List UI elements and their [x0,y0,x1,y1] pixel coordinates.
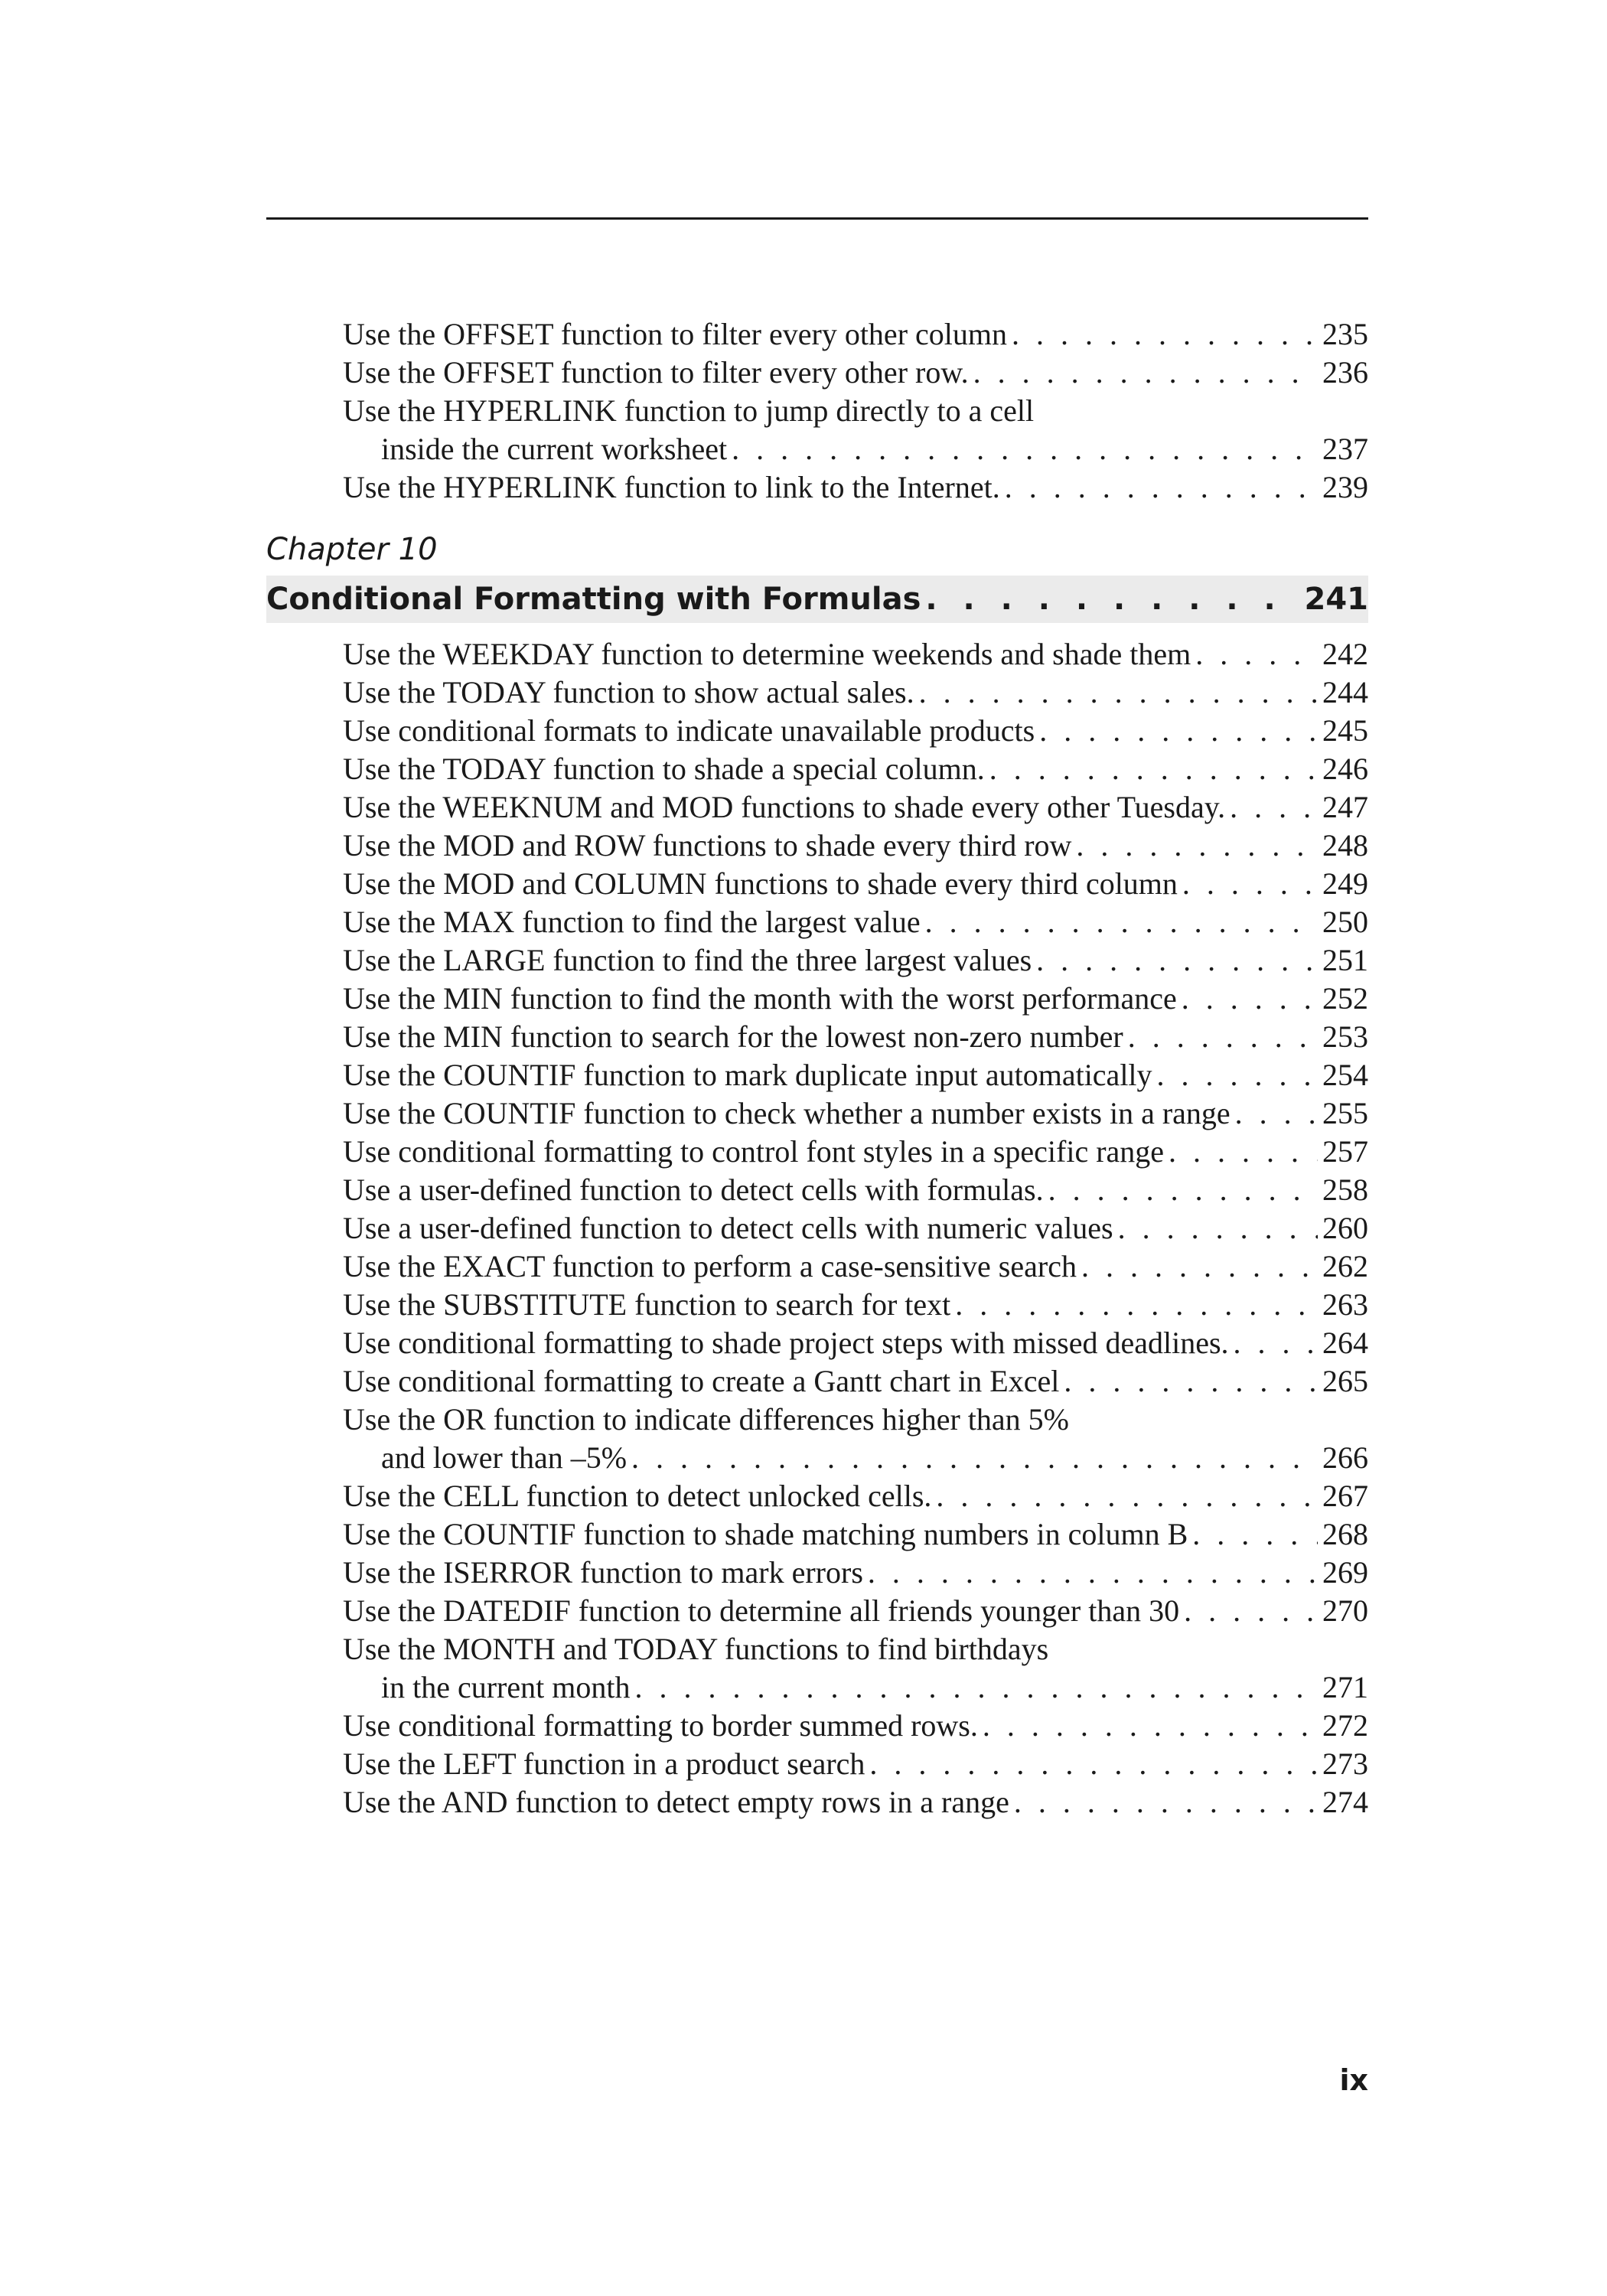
toc-page-number: 244 [1322,675,1368,709]
toc-entry-text: Use the OFFSET function to filter every other column [343,317,1007,351]
leader-dots [1039,712,1318,750]
toc-entry-line [343,1133,1368,1171]
toc-page-number: 268 [1322,1517,1368,1551]
toc-page-number: 258 [1322,1172,1368,1207]
toc-entry[interactable] [343,1133,1368,1171]
toc-entry-text: Use the MONTH and TODAY functions to find birthdays [343,1632,1049,1666]
toc-entry[interactable] [343,1515,1368,1554]
leader-dots [989,750,1318,788]
leader-dots [631,1439,1318,1477]
toc-entry-text: Use conditional formatting to shade project steps with missed deadlines. [343,1326,1229,1360]
leader-dots [1118,1209,1318,1247]
toc-entry-text: Use conditional formatting to border summed rows. [343,1708,978,1743]
toc-entry-line [343,750,1368,788]
toc-entry[interactable] [343,468,1368,507]
toc-entry-text: Use the COUNTIF function to check whether a number exists in a range [343,1096,1231,1130]
toc-entry-text: Use the WEEKDAY function to determine weekends and shade them [343,637,1191,671]
toc-entry-text: Use the MOD and ROW functions to shade every third row [343,828,1072,863]
toc-entry-text: Use the DATEDIF function to determine all friends younger than 30 [343,1593,1180,1628]
leader-dots [1036,941,1318,980]
toc-entry-text: Use the COUNTIF function to shade matching numbers in column B [343,1517,1188,1551]
toc-entry-text: Use the SUBSTITUTE function to search for text [343,1287,951,1322]
toc-page-number: 237 [1322,432,1368,466]
leader-dots [919,673,1318,712]
toc-page-number: 260 [1322,1211,1368,1245]
toc-entry-text: Use the CELL function to detect unlocked cells. [343,1479,932,1513]
leader-dots [1048,1171,1318,1209]
leader-dots [925,582,1299,617]
toc-entry-line [343,827,1368,865]
chapter-label: Chapter 10 [266,532,438,567]
toc-entry-text: Use the MOD and COLUMN functions to shade every third column [343,866,1178,901]
toc-entry[interactable] [343,315,1368,354]
toc-entry[interactable] [343,903,1368,941]
toc-entry-line [343,1707,1368,1745]
toc-entry-text: Use the MIN function to find the month with the worst performance [343,981,1177,1016]
toc-entry[interactable] [343,750,1368,788]
toc-entry-text: inside the current worksheet [381,432,728,466]
toc-entry-text: Use a user-defined function to detect cells with numeric values [343,1211,1113,1245]
toc-entry-line [343,392,1368,430]
toc-entry-continuation [343,430,1368,468]
toc-page-number: 253 [1322,1019,1368,1054]
toc-entry[interactable] [343,1707,1368,1745]
leader-dots [1014,1783,1318,1821]
toc-entry-text: Use the AND function to detect empty rows in a range [343,1785,1009,1819]
toc-entry[interactable] [343,673,1368,712]
toc-page-number: 270 [1322,1593,1368,1628]
toc-entry[interactable] [343,941,1368,980]
leader-dots [1184,1592,1318,1630]
toc-page-number: 254 [1322,1058,1368,1092]
toc-entry[interactable] [343,354,1368,392]
toc-entry[interactable] [343,1362,1368,1401]
toc-page-number: 263 [1322,1287,1368,1322]
toc-page-number: 245 [1322,713,1368,748]
toc-entry-line [343,980,1368,1018]
toc-entry[interactable] [343,827,1368,865]
toc-entry-line [343,1018,1368,1056]
leader-dots [1005,468,1318,507]
toc-page-number: 273 [1322,1746,1368,1781]
chapter-title-text: Conditional Formatting with Formulas [266,582,921,617]
leader-dots [868,1554,1318,1592]
toc-page-number: 269 [1322,1555,1368,1590]
leader-dots [1157,1056,1318,1094]
toc-entry-line [343,1171,1368,1209]
leader-dots [1182,980,1318,1018]
toc-entry-continuation [343,1668,1368,1707]
leader-dots [634,1668,1318,1707]
toc-entry-line [343,315,1368,354]
toc-page-number: 257 [1322,1134,1368,1169]
toc-entry[interactable] [343,1745,1368,1783]
toc-page-number: 264 [1322,1326,1368,1360]
toc-entry-line [343,1515,1368,1554]
toc-entry-text: Use conditional formatting to control font styles in a specific range [343,1134,1165,1169]
leader-dots [1076,827,1318,865]
toc-entry-line [343,865,1368,903]
toc-entry-text: Use the MIN function to search for the lowest non-zero number [343,1019,1123,1054]
toc-entry-line [343,1056,1368,1094]
toc-page-number: 251 [1322,943,1368,977]
leader-dots [1081,1247,1318,1286]
toc-entry-text: Use the HYPERLINK function to link to the Internet. [343,470,1000,504]
toc-entry-text: Use conditional formatting to create a Gantt chart in Excel [343,1364,1060,1398]
toc-entry[interactable] [343,635,1368,673]
header-rule [266,217,1368,220]
toc-page-number: 248 [1322,828,1368,863]
toc-page-number: 252 [1322,981,1368,1016]
chapter-title [266,576,1368,623]
leader-dots [1012,315,1318,354]
toc-entry-text: Use the ISERROR function to mark errors [343,1555,863,1590]
toc-entry-text: Use the LARGE function to find the three largest values [343,943,1032,977]
toc-page-number: 262 [1322,1249,1368,1283]
toc-entry[interactable] [343,1171,1368,1209]
toc-page-number: 247 [1322,790,1368,824]
leader-dots [936,1477,1318,1515]
leader-dots [1064,1362,1318,1401]
toc-entry[interactable] [343,1592,1368,1630]
toc-entry-text: Use the MAX function to find the largest value [343,905,921,939]
toc-entry-text: Use the TODAY function to show actual sales. [343,675,914,709]
toc-entry-line [343,941,1368,980]
leader-dots [1182,865,1318,903]
toc-page-number: 250 [1322,905,1368,939]
leader-dots [869,1745,1318,1783]
toc-entry-text: Use the OR function to indicate differences higher than 5% [343,1402,1069,1437]
leader-dots [1235,1094,1318,1133]
toc-entry-line [343,1324,1368,1362]
leader-dots [973,354,1318,392]
chapter-page-number: 241 [1304,582,1368,617]
toc-page-number: 266 [1322,1440,1368,1475]
toc-entry[interactable] [343,1401,1368,1477]
leader-dots [1234,1324,1318,1362]
toc-entry-text: Use the HYPERLINK function to jump directly to a cell [343,393,1035,428]
toc-page-number: 249 [1322,866,1368,901]
leader-dots [1195,635,1318,673]
toc-entry-line [343,1286,1368,1324]
toc-entry-line [343,712,1368,750]
toc-entry[interactable] [343,980,1368,1018]
toc-entry-line [343,1362,1368,1401]
toc-entry[interactable] [343,1247,1368,1286]
toc-page-number: 236 [1322,355,1368,390]
toc-entry-line [343,354,1368,392]
toc-entry-line [343,1554,1368,1592]
toc-entry-line [343,1630,1368,1668]
toc-entry-line [343,1745,1368,1783]
toc-entry[interactable] [343,1018,1368,1056]
toc-entry-text: Use a user-defined function to detect cells with formulas. [343,1172,1044,1207]
toc-page-number: 272 [1322,1708,1368,1743]
toc-entry-line [343,1592,1368,1630]
toc-page-number: 242 [1322,637,1368,671]
toc-entry[interactable] [343,1324,1368,1362]
toc-entry[interactable] [343,1477,1368,1515]
leader-dots [983,1707,1318,1745]
toc-page-number: 239 [1322,470,1368,504]
toc-entry-line [343,468,1368,507]
toc-page-number: 246 [1322,752,1368,786]
toc-entry-text: and lower than –5% [381,1440,627,1475]
toc-entry[interactable] [343,712,1368,750]
toc-entry[interactable] [343,392,1368,468]
toc-entry[interactable] [343,1783,1368,1821]
toc-entry-text: Use the COUNTIF function to mark duplicate input automatically [343,1058,1152,1092]
page-folio: ix [1339,2063,1368,2097]
toc-entry-text: Use the EXACT function to perform a case-sensitive search [343,1249,1077,1283]
toc-entry-line [343,1209,1368,1247]
toc-page-number: 271 [1322,1670,1368,1704]
toc-entry[interactable] [343,865,1368,903]
leader-dots [1192,1515,1318,1554]
toc-entry-line [343,903,1368,941]
toc-entry[interactable] [343,1094,1368,1133]
toc-page-number: 274 [1322,1785,1368,1819]
toc-entry-text: in the current month [381,1670,631,1704]
toc-entry-continuation [343,1439,1368,1477]
toc-entry[interactable] [343,1286,1368,1324]
toc-page-number: 255 [1322,1096,1368,1130]
toc-page-number: 235 [1322,317,1368,351]
toc-entry-text: Use conditional formats to indicate unavailable products [343,713,1035,748]
leader-dots [1230,788,1318,827]
toc-entry-line [343,673,1368,712]
toc-entry-line [343,1783,1368,1821]
toc-entry-text: Use the TODAY function to shade a special column. [343,752,985,786]
toc-entry-line [343,788,1368,827]
toc-page-number: 265 [1322,1364,1368,1398]
toc-entry[interactable] [343,1209,1368,1247]
toc-entry[interactable] [343,1056,1368,1094]
toc-entry-line [343,1401,1368,1439]
toc-entry-line [343,1094,1368,1133]
leader-dots [1128,1018,1318,1056]
leader-dots [925,903,1318,941]
toc-entry-line [343,1477,1368,1515]
leader-dots [732,430,1318,468]
leader-dots [955,1286,1318,1324]
toc-entry-text: Use the OFFSET function to filter every other row. [343,355,969,390]
toc-entry-text: Use the LEFT function in a product search [343,1746,865,1781]
toc-entry[interactable] [343,788,1368,827]
toc-entry[interactable] [343,1554,1368,1592]
toc-entry-text: Use the WEEKNUM and MOD functions to shade every other Tuesday. [343,790,1226,824]
toc-entry-line [343,1247,1368,1286]
toc-page-number: 267 [1322,1479,1368,1513]
toc-entry[interactable] [343,1630,1368,1707]
leader-dots [1169,1133,1318,1171]
toc-entry-line [343,635,1368,673]
